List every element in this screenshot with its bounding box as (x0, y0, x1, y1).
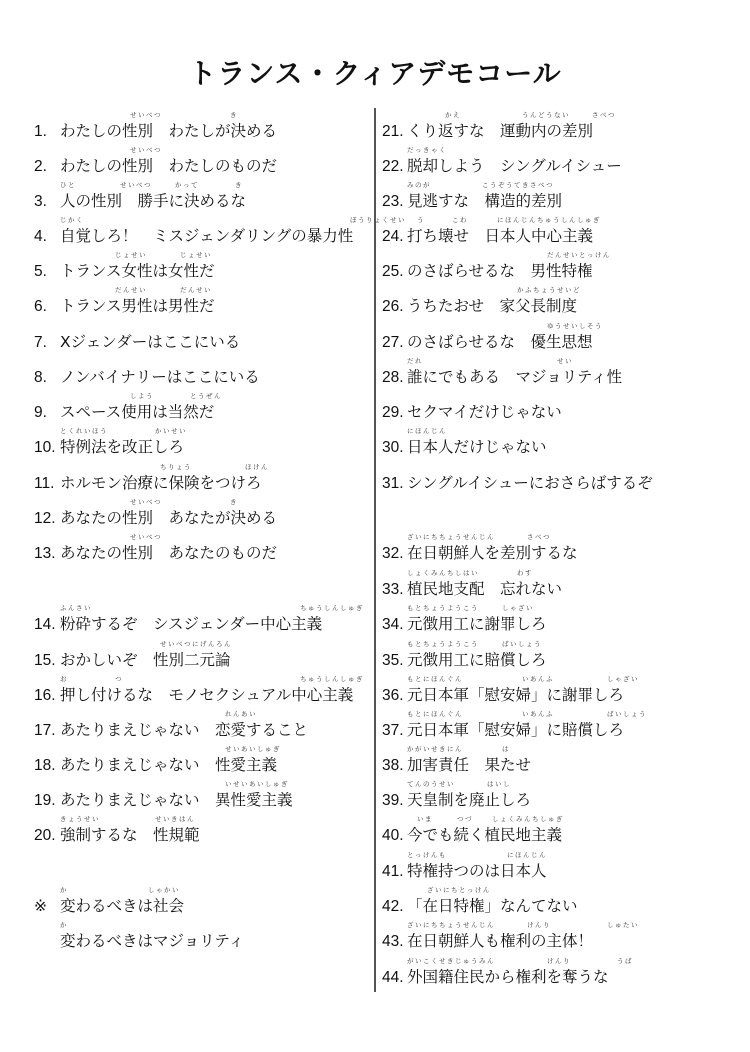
call-number: 40. (382, 827, 404, 844)
call-item (382, 542, 578, 564)
call-item (382, 754, 531, 776)
call-item (34, 824, 200, 846)
furigana: だれ (407, 357, 423, 365)
call-number: 20. (34, 827, 56, 844)
call-number: 7. (34, 334, 47, 351)
furigana: せいべつ (130, 533, 162, 541)
call-text: くり返すな 運動内の差別 (407, 122, 594, 140)
call-item (34, 684, 353, 706)
call-text: セクマイだけじゃない (407, 403, 562, 421)
furigana: かふちょうせいど (517, 286, 581, 294)
call-text: 在日朝鮮人を差別するな (407, 544, 578, 562)
furigana: しよう (130, 392, 154, 400)
call-item (382, 225, 593, 247)
call-number: 27. (382, 334, 404, 351)
call-number: 21. (382, 123, 404, 140)
furigana: こわ (452, 216, 468, 224)
call-item (34, 401, 214, 423)
call-item (382, 120, 593, 142)
call-text: 「在日特権」なんてない (407, 897, 578, 915)
call-item (382, 860, 547, 882)
furigana: しゃかい (148, 886, 180, 894)
call-item (34, 366, 260, 388)
furigana: ざいにちちょうせんじん (407, 533, 495, 541)
call-number: 10. (34, 439, 56, 456)
call-number: 9. (34, 404, 47, 421)
furigana: もとにほんぐん (407, 710, 463, 718)
furigana: せい (557, 357, 573, 365)
call-item (382, 155, 622, 177)
call-text: あなたの性別 あなたが決める (60, 509, 278, 527)
call-number: 31. (382, 475, 404, 492)
furigana: だんせいとっけん (547, 251, 611, 259)
call-number: 26. (382, 298, 404, 315)
call-text: ホルモン治療に保険をつけろ (60, 474, 262, 492)
call-number: 38. (382, 757, 404, 774)
call-item (382, 930, 593, 952)
call-number: 6. (34, 298, 47, 315)
call-text: あたりまえじゃない 恋愛すること (60, 721, 309, 739)
call-text: あたりまえじゃない 性愛主義 (60, 756, 278, 774)
call-item (382, 719, 624, 741)
furigana: いあんふ (522, 710, 554, 718)
furigana: じょせい (180, 251, 212, 259)
call-number: 35. (382, 652, 404, 669)
call-item (34, 472, 262, 494)
furigana: もとにほんぐん (407, 675, 463, 683)
furigana: つづ (457, 815, 473, 823)
furigana: とくれいほう (60, 427, 108, 435)
call-text: スペース使用は当然だ (60, 403, 215, 421)
furigana: だっきゃく (407, 146, 447, 154)
call-text: 元徴用工に謝罪しろ (407, 615, 547, 633)
furigana: ばいしょう (607, 710, 647, 718)
call-text: 脱却しよう シングルイシュー (407, 157, 622, 175)
call-item (34, 613, 322, 635)
call-text: 天皇制を廃止しろ (407, 791, 532, 809)
call-item (34, 789, 293, 811)
call-item (382, 295, 577, 317)
furigana: き (230, 111, 238, 119)
call-text: 押し付けるな モノセクシュアル中心主義 (60, 686, 354, 704)
call-number: 13. (34, 545, 56, 562)
call-item (382, 190, 562, 212)
furigana: がいこくせきじゅうみん (407, 957, 495, 965)
furigana: せいべつにげんろん (160, 640, 232, 648)
furigana: ほけん (245, 463, 269, 471)
call-text: 外国籍住民から権利を奪うな (407, 968, 609, 986)
call-number: 44. (382, 969, 404, 986)
call-number: 42. (382, 898, 404, 915)
furigana: だんせい (115, 286, 147, 294)
furigana: きょうせい (60, 815, 100, 823)
call-number: 34. (382, 616, 404, 633)
call-text: 今でも続く植民地主義 (407, 826, 563, 844)
call-text: 自覚しろ！ ミスジェンダリングの暴力性 (60, 227, 354, 245)
note-line (34, 930, 244, 952)
furigana: れんあい (225, 710, 257, 718)
call-number: 16. (34, 687, 56, 704)
furigana: こうぞうてきさべつ (482, 181, 554, 189)
call-item (382, 966, 609, 988)
furigana: う (417, 216, 425, 224)
furigana: にほんじん (407, 427, 447, 435)
furigana: いせいあいしゅぎ (225, 780, 289, 788)
furigana: かって (175, 181, 199, 189)
furigana: か (60, 921, 68, 929)
call-item (34, 155, 277, 177)
furigana: みのが (407, 181, 431, 189)
call-number: 15. (34, 652, 56, 669)
furigana: ふんさい (60, 604, 92, 612)
call-item (34, 331, 240, 353)
call-text: わたしの性別 わたしのものだ (60, 157, 278, 175)
call-number: 12. (34, 510, 56, 527)
call-item (382, 401, 562, 423)
column-divider (374, 108, 376, 992)
call-number: 23. (382, 193, 404, 210)
call-text: 人の性別 勝手に決めるな (60, 192, 247, 210)
call-number: 1. (34, 123, 47, 140)
call-text: 元日本軍「慰安婦」に賠償しろ (407, 721, 625, 739)
call-text: トランス男性は男性だ (60, 297, 215, 315)
call-text: 打ち壊せ 日本人中心主義 (407, 227, 594, 245)
furigana: じょせい (115, 251, 147, 259)
furigana: わす (517, 569, 533, 577)
call-number: 32. (382, 545, 404, 562)
furigana: ひと (60, 181, 76, 189)
note-line (34, 895, 184, 917)
call-text: 元徴用工に賠償しろ (407, 651, 547, 669)
furigana: しゃざい (607, 675, 639, 683)
call-number: 17. (34, 722, 56, 739)
call-number: 37. (382, 722, 404, 739)
furigana: とうぜん (190, 392, 222, 400)
call-text: Xジェンダーはここにいる (60, 333, 241, 351)
furigana: つ (115, 675, 123, 683)
call-item (382, 436, 547, 458)
call-text: わたしの性別 わたしが決める (60, 122, 278, 140)
call-text: 在日朝鮮人も権利の主体！ (407, 932, 594, 950)
furigana: だんせい (180, 286, 212, 294)
call-item (382, 613, 547, 635)
call-number: 3. (34, 193, 47, 210)
furigana: もとちょうようこう (407, 604, 479, 612)
call-number: 5. (34, 263, 47, 280)
call-text: 日本人だけじゃない (407, 438, 547, 456)
call-item (382, 895, 578, 917)
furigana: せいべつ (130, 146, 162, 154)
page-title: トランス・クィアデモコール (188, 57, 562, 90)
call-number: 19. (34, 792, 56, 809)
furigana: ゆうせいしそう (547, 322, 603, 330)
call-number: 14. (34, 616, 56, 633)
furigana: しょくみんちしはい (407, 569, 479, 577)
furigana: は (502, 745, 510, 753)
call-text: のさばらせるな 男性特権 (407, 262, 593, 280)
call-number: 4. (34, 228, 47, 245)
furigana: いあんふ (522, 675, 554, 683)
furigana: お (60, 675, 68, 683)
call-text: 誰にでもある マジョリティ性 (407, 368, 623, 386)
furigana: かがいせきにん (407, 745, 463, 753)
furigana: さべつ (592, 111, 616, 119)
furigana: ちりょう (160, 463, 192, 471)
call-text: うちたおせ 家父長制度 (407, 297, 578, 315)
furigana: じかく (60, 216, 84, 224)
call-text: ノンバイナリーはここにいる (60, 368, 260, 386)
call-number: 29. (382, 404, 404, 421)
furigana: しゅたい (607, 921, 639, 929)
call-number: 39. (382, 792, 404, 809)
furigana: うば (617, 957, 633, 965)
furigana: さべつ (527, 533, 551, 541)
furigana: か (60, 886, 68, 894)
furigana: はいし (487, 780, 511, 788)
note-text: 変わるべきは社会 (60, 897, 185, 915)
furigana: ぼうりょくせい (350, 216, 406, 224)
call-item (34, 719, 308, 741)
call-text: 加害責任 果たせ (407, 756, 532, 774)
call-item (34, 225, 353, 247)
call-item (382, 649, 547, 671)
call-text: 植民地支配 忘れない (407, 580, 563, 598)
furigana: うんどうない (522, 111, 570, 119)
call-text: シングルイシューにおさらばするぞ (407, 474, 653, 492)
call-item (34, 649, 231, 671)
furigana: かえ (445, 111, 461, 119)
call-number: 30. (382, 439, 404, 456)
call-number: 28. (382, 369, 404, 386)
furigana: てんのうせい (407, 780, 455, 788)
furigana: せいべつ (120, 181, 152, 189)
furigana: もとちょうようこう (407, 640, 479, 648)
furigana: ちゅうしんしゅぎ (300, 675, 364, 683)
call-text: 粉砕するぞ シスジェンダー中心主義 (60, 615, 323, 633)
call-text: おかしいぞ 性別二元論 (60, 651, 231, 669)
call-number: 2. (34, 158, 47, 175)
call-text: 特例法を改正しろ (60, 438, 185, 456)
call-item (382, 824, 562, 846)
furigana: しゃざい (502, 604, 534, 612)
note-mark: ※ (34, 898, 47, 915)
call-item (34, 754, 277, 776)
furigana: けんり (547, 957, 571, 965)
furigana: いま (417, 815, 433, 823)
furigana: とっけんも (407, 851, 447, 859)
furigana: き (235, 181, 243, 189)
call-item (382, 789, 531, 811)
call-number: 36. (382, 687, 404, 704)
call-number: 24. (382, 228, 404, 245)
call-number: 41. (382, 863, 404, 880)
furigana: ざいにちとっけん (427, 886, 491, 894)
call-number: 43. (382, 933, 404, 950)
call-text: あなたの性別 あなたのものだ (60, 544, 278, 562)
call-text: 元日本軍「慰安婦」に謝罪しろ (407, 686, 625, 704)
furigana: ざいにちちょうせんじん (407, 921, 495, 929)
call-text: 強制するな 性規範 (60, 826, 200, 844)
call-number: 8. (34, 369, 47, 386)
furigana: せいきはん (155, 815, 195, 823)
call-item (34, 507, 277, 529)
call-number: 33. (382, 581, 404, 598)
furigana: しょくみんちしゅぎ (492, 815, 564, 823)
furigana: ちゅうしんしゅぎ (300, 604, 364, 612)
call-item (382, 260, 593, 282)
call-text: あたりまえじゃない 異性愛主義 (60, 791, 293, 809)
call-number: 25. (382, 263, 404, 280)
furigana: せいべつ (130, 111, 162, 119)
call-item (382, 366, 622, 388)
call-number: 11. (34, 475, 55, 492)
call-text: 特権持つのは日本人 (407, 862, 547, 880)
furigana: せいあいしゅぎ (225, 745, 281, 753)
call-item (34, 190, 246, 212)
call-item (34, 260, 215, 282)
call-item (34, 120, 277, 142)
furigana: せいべつ (130, 498, 162, 506)
furigana: けんり (527, 921, 551, 929)
call-item (382, 472, 653, 494)
call-text: のさばらせるな 優生思想 (407, 333, 593, 351)
call-text: 見逃すな 構造的差別 (407, 192, 563, 210)
call-item (382, 331, 593, 353)
furigana: にほんじんちゅうしんしゅぎ (497, 216, 601, 224)
furigana: かいせい (155, 427, 187, 435)
call-text: トランス女性は女性だ (60, 262, 215, 280)
call-number: 22. (382, 158, 404, 175)
call-item (34, 295, 215, 317)
call-number: 18. (34, 757, 56, 774)
call-item (382, 578, 562, 600)
furigana: き (230, 498, 238, 506)
call-item (382, 684, 624, 706)
furigana: にほんじん (507, 851, 547, 859)
call-item (34, 542, 277, 564)
furigana: ばいしょう (502, 640, 542, 648)
call-item (34, 436, 184, 458)
note-text: 変わるべきはマジョリティ (60, 932, 245, 950)
